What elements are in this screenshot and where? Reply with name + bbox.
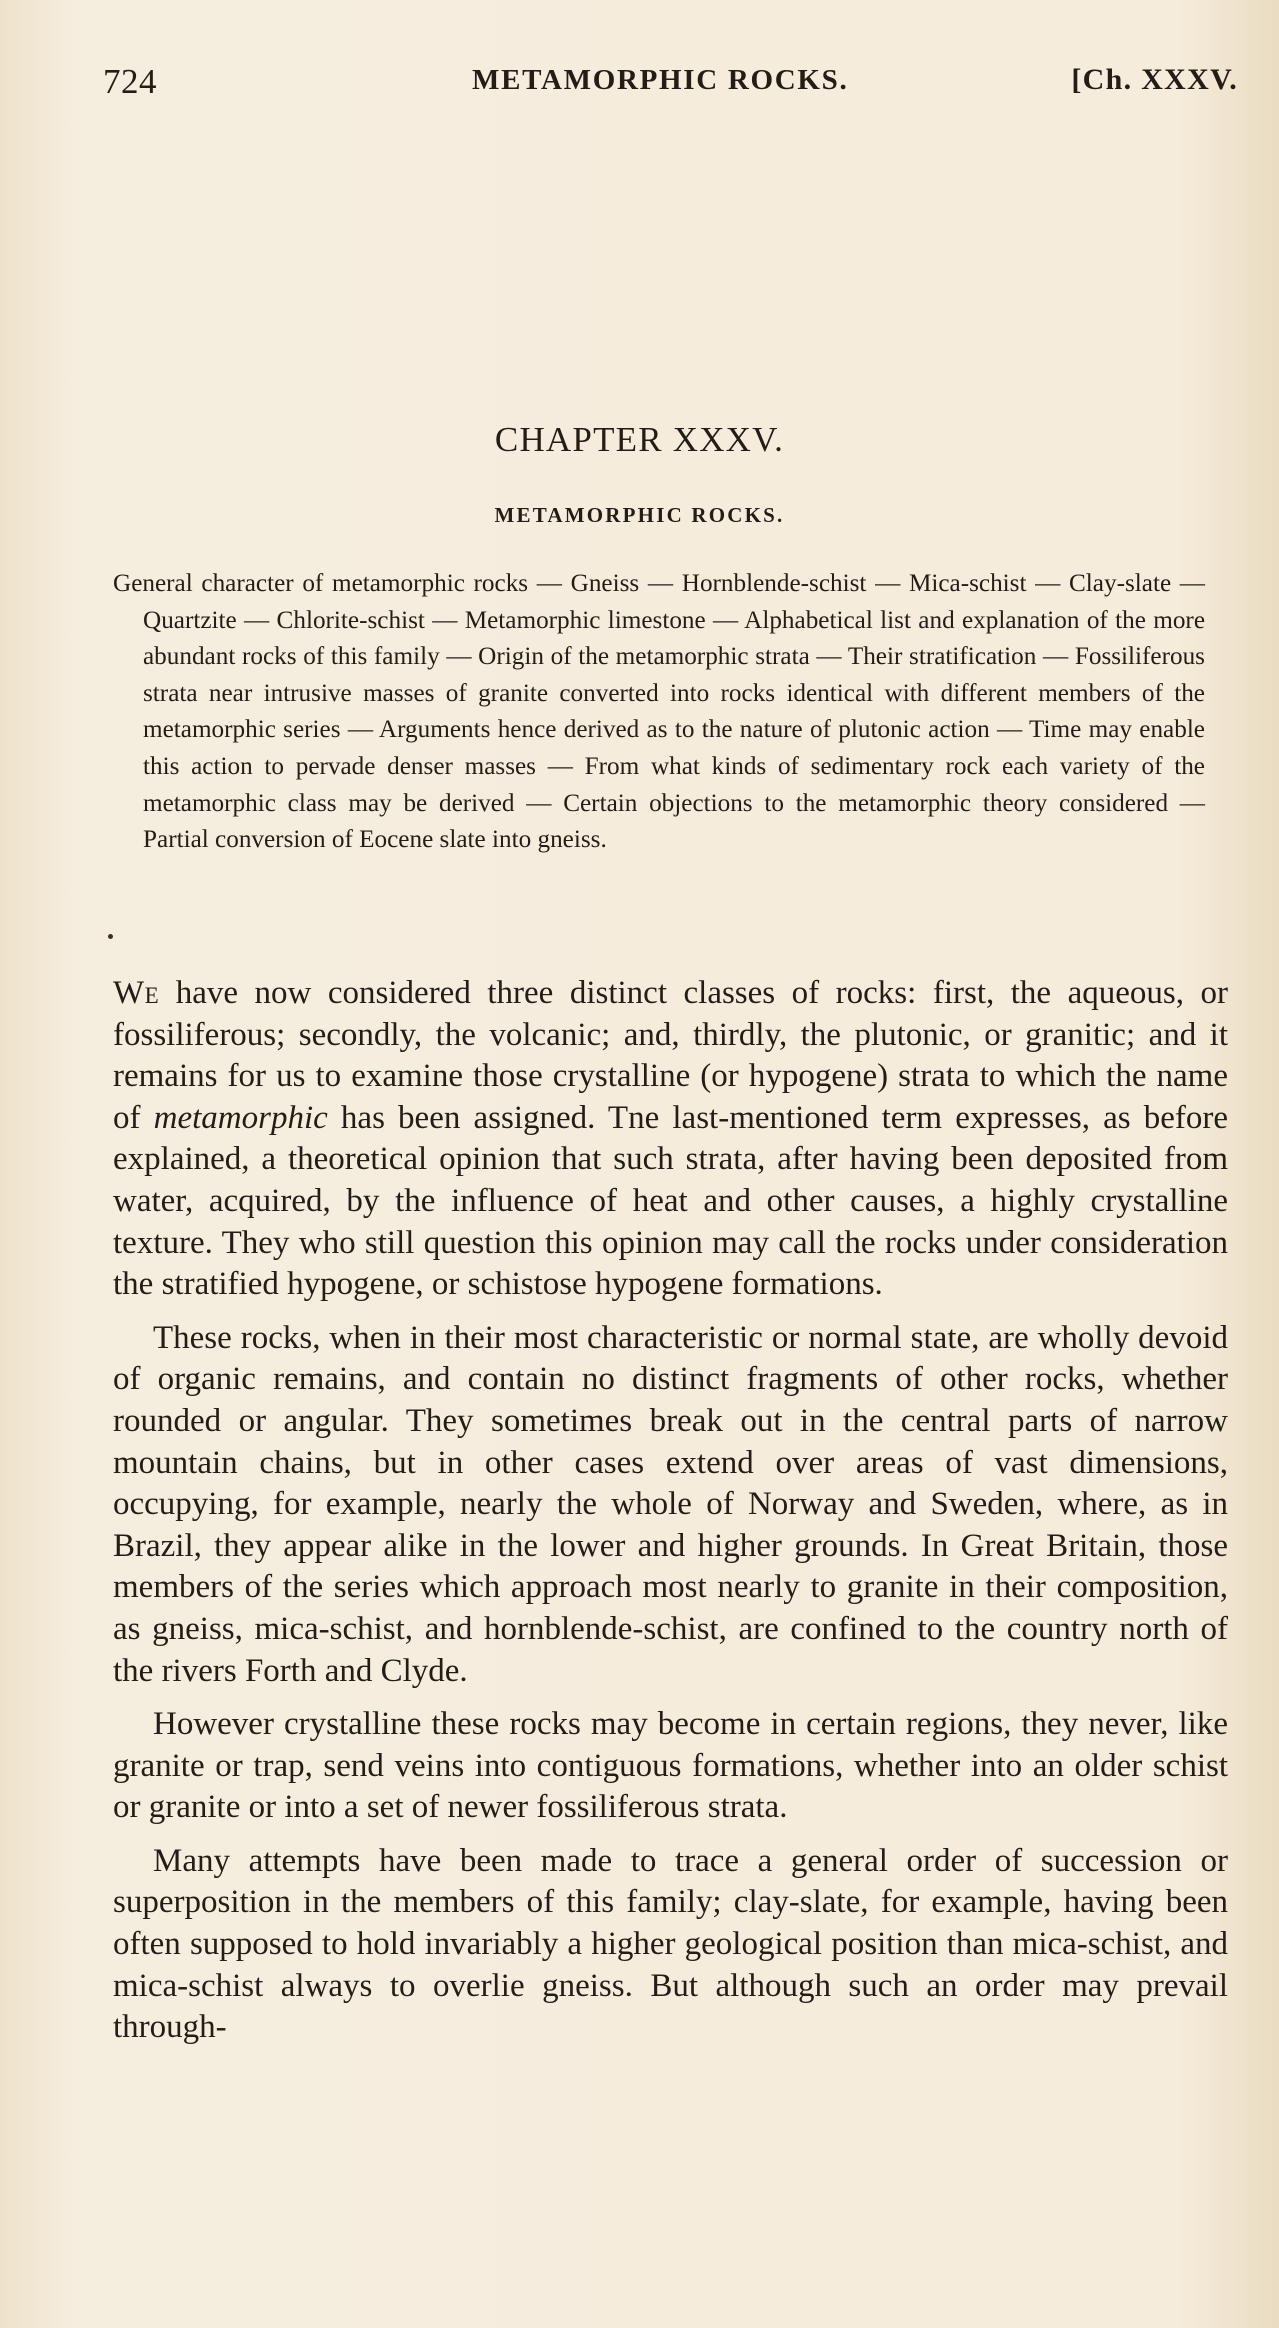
paragraph-2: These rocks, when in their most characteristic or normal state, are wholly devoid of organic remains, and contain no distinct fragments of other rocks, whether rounded or angular. They sometimes break out in the central parts of narrow mountain chains, but in other cases extend over areas of vast dimensions, occupying, for example, nearly the whole of Norway and Sweden, where, as in Brazil, they appear alike in the lower and higher grounds. In Great Britain, those members of the series which approach most nearly to granite in their composition, as gneiss, mica-schist, and hornblende-schist, are confined to the country north of the rivers Forth and Clyde.	[113, 1319, 1228, 1689]
running-title: METAMORPHIC ROCKS.	[472, 64, 849, 96]
chapter-subtitle: METAMORPHIC ROCKS.	[494, 503, 785, 527]
paragraph-3: However crystalline these rocks may become in certain regions, they never, like granite or trap, send veins into contiguous formations, whether into an older schist or granite or into a set of newer fossiliferous strata.	[113, 1706, 1228, 1826]
running-head	[103, 62, 1238, 106]
ink-dot	[108, 934, 113, 939]
body-text	[113, 973, 1228, 2049]
paragraph-lead-word: We	[113, 975, 160, 1011]
chapter-title: CHAPTER XXXV.	[494, 420, 785, 459]
paragraph-4: Many attempts have been made to trace a general order of succession or superposition in the members of this family; clay-slate, for example, having been often supposed to hold invariably a higher geological position than mica-schist, and mica-schist always to overlie gneiss. But although such an order may prevail through-	[113, 1842, 1228, 2046]
chapter-reference: [Ch. XXXV.	[1071, 63, 1238, 96]
chapter-summary: General character of metamorphic rocks — Gneiss — Hornblende-schist — Mica-schist — Clay-slate — Quartzite — Chlorite-schist — Metamorphic limestone — Alphabetical list and explanation of the more abundant rocks of this family — Origin of the metamorphic strata — Their stratification — Fossiliferous strata near intrusive masses of granite converted into rocks identical with different members of the metamorphic series — Arguments hence derived as to the nature of plutonic action — Time may enable this action to pervade denser masses — From what kinds of sedimentary rock each variety of the metamorphic class may be derived — Certain objections to the metamorphic theory considered — Partial conversion of Eocene slate into gneiss.	[113, 570, 1205, 854]
paragraph-1	[113, 973, 1228, 1306]
emphasized-term: metamorphic	[153, 1099, 328, 1136]
paragraph-1-text-a: have now considered three distinct classes of rocks: first, the aqueous, or fossiliferous; secondly, the volcanic; and, thirdly, the plutonic, or granitic; and it remains for us to examine those crystalline (or hypogene) strata to which the name of	[113, 975, 1228, 1136]
paragraph-1-text-b: has been assigned. Tne last-mentioned term expresses, as before explained, a theoretical opinion that such strata, after having been deposited from water, acquired, by the influence of heat and other causes, a highly crystalline texture. They who still question this opinion may call the rocks under consideration the stratified hypogene, or schistose hypogene formations.	[113, 1099, 1228, 1303]
page-number: 724	[103, 62, 157, 101]
